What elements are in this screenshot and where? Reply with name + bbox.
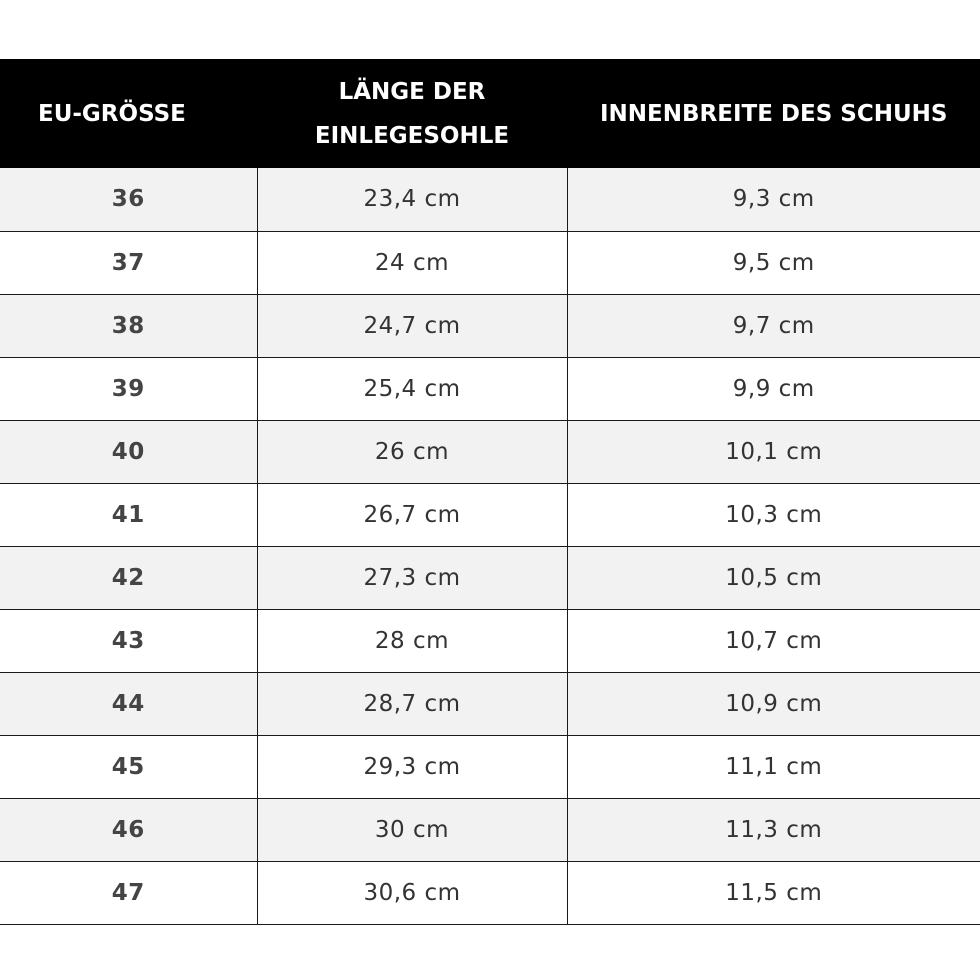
cell-insole-length: 25,4 cm [257,357,567,420]
cell-inner-width: 11,1 cm [567,735,980,798]
table-row [0,609,980,672]
cell-insole-length: 26,7 cm [257,483,567,546]
cell-inner-width: 10,7 cm [567,609,980,672]
cell-insole-length: 30,6 cm [257,861,567,924]
cell-insole-length: 30 cm [257,798,567,861]
header-inner-width-label: INNENBREITE DES SCHUHS [600,100,948,127]
cell-inner-width: 9,3 cm [567,168,980,231]
cell-insole-length: 29,3 cm [257,735,567,798]
table-row [0,231,980,294]
cell-insole-length: 26 cm [257,420,567,483]
cell-inner-width: 11,5 cm [567,861,980,924]
cell-eu-size: 37 [0,231,257,294]
table-row [0,168,980,231]
cell-inner-width: 10,3 cm [567,483,980,546]
cell-eu-size: 46 [0,798,257,861]
cell-inner-width: 10,5 cm [567,546,980,609]
header-row [0,59,980,168]
cell-inner-width: 11,3 cm [567,798,980,861]
table-row [0,357,980,420]
table-row [0,420,980,483]
cell-eu-size: 45 [0,735,257,798]
cell-eu-size: 40 [0,420,257,483]
cell-eu-size: 39 [0,357,257,420]
cell-eu-size: 44 [0,672,257,735]
table-row [0,546,980,609]
header-insole-length [257,59,567,168]
size-chart-table [0,59,980,925]
cell-insole-length: 28 cm [257,609,567,672]
cell-inner-width: 10,9 cm [567,672,980,735]
header-eu-size-label: EU-GRÖSSE [38,100,186,127]
header-insole-length-line2: EINLEGESOHLE [314,122,510,149]
cell-eu-size: 43 [0,609,257,672]
table-row [0,798,980,861]
cell-inner-width: 9,9 cm [567,357,980,420]
header-insole-length-line1: LÄNGE DER [338,78,486,105]
cell-eu-size: 41 [0,483,257,546]
cell-eu-size: 42 [0,546,257,609]
table-row [0,483,980,546]
cell-inner-width: 9,7 cm [567,294,980,357]
cell-insole-length: 23,4 cm [257,168,567,231]
cell-eu-size: 36 [0,168,257,231]
table-row [0,735,980,798]
cell-insole-length: 27,3 cm [257,546,567,609]
cell-insole-length: 24,7 cm [257,294,567,357]
table-row [0,294,980,357]
table-row [0,672,980,735]
header-inner-width [567,59,980,168]
cell-eu-size: 38 [0,294,257,357]
header-eu-size [0,59,257,168]
table-row [0,861,980,924]
cell-inner-width: 10,1 cm [567,420,980,483]
table-header [0,59,980,168]
cell-inner-width: 9,5 cm [567,231,980,294]
cell-insole-length: 28,7 cm [257,672,567,735]
table-body [0,168,980,924]
cell-eu-size: 47 [0,861,257,924]
cell-insole-length: 24 cm [257,231,567,294]
